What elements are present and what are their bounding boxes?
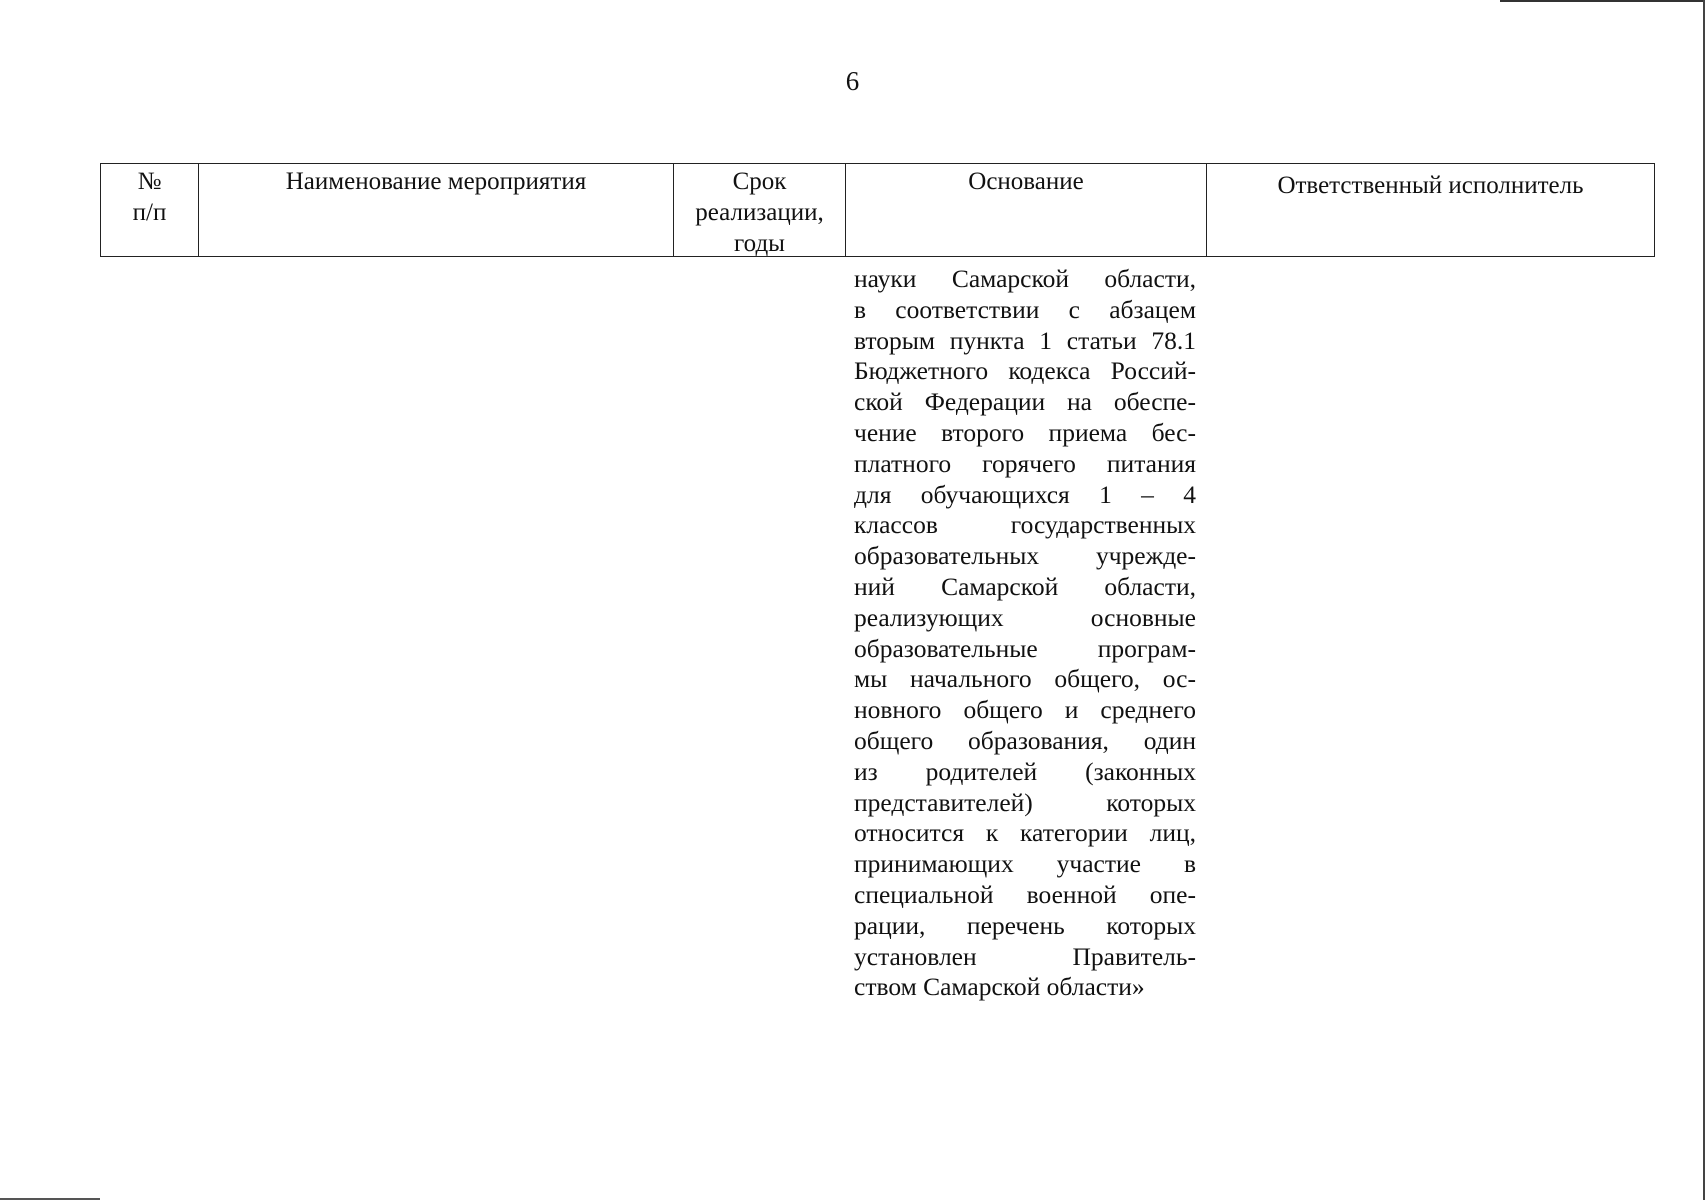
table-header — [100, 163, 1655, 257]
basis-line: науки Самарской области, — [854, 264, 1196, 293]
header-name-line-1: Наименование мероприятия — [285, 168, 587, 195]
header-basis-line-1: Основание — [968, 168, 1084, 195]
basis-line: классов государственных — [854, 510, 1196, 540]
header-term — [674, 164, 846, 256]
basis-line: для обучающихся 1 – 4 — [854, 479, 1196, 509]
basis-line: общего образования, один — [854, 725, 1196, 755]
basis-line: ской Федерации на обеспе- — [854, 387, 1196, 417]
header-basis — [846, 164, 1207, 256]
basis-line: в соответствии с абзацем — [854, 294, 1196, 324]
basis-line: новного общего и среднего — [854, 695, 1196, 725]
basis-continuation-text — [854, 264, 1196, 1003]
header-number — [101, 164, 199, 256]
basis-line: Бюджетного кодекса Россий- — [854, 356, 1196, 386]
basis-line: образовательных учрежде- — [854, 541, 1196, 571]
basis-line: мы начального общего, ос- — [854, 664, 1196, 694]
basis-line: реализующих основные — [854, 602, 1196, 632]
header-responsible — [1207, 164, 1654, 256]
basis-line: образовательные програм- — [854, 633, 1196, 663]
header-term-line-1: Срок — [732, 168, 787, 195]
header-term-line-3: годы — [734, 230, 785, 257]
basis-line: чение второго приема бес- — [854, 417, 1196, 447]
basis-line: рации, перечень которых — [854, 910, 1196, 940]
basis-line: установлен Правитель- — [854, 941, 1196, 971]
basis-line: ний Самарской области, — [854, 571, 1196, 601]
header-number-line-1: № — [137, 168, 162, 195]
basis-line: вторым пункта 1 статьи 78.1 — [854, 325, 1196, 355]
basis-line: принимающих участие в — [854, 849, 1196, 879]
basis-line: из родителей (законных — [854, 756, 1196, 786]
header-name — [199, 164, 674, 256]
scan-edge-top — [1500, 0, 1705, 2]
basis-line: относится к категории лиц, — [854, 818, 1196, 848]
page-number: 6 — [845, 66, 860, 96]
header-term-line-2: реализации, — [695, 199, 824, 226]
basis-line: платного горячего питания — [854, 448, 1196, 478]
header-responsible-line-1: Ответственный исполнитель — [1277, 172, 1584, 199]
basis-line: ством Самарской области» — [854, 972, 1145, 1002]
basis-line: специальной военной опе- — [854, 879, 1196, 909]
header-number-line-2: п/п — [132, 199, 167, 226]
basis-line: представителей) которых — [854, 787, 1196, 817]
